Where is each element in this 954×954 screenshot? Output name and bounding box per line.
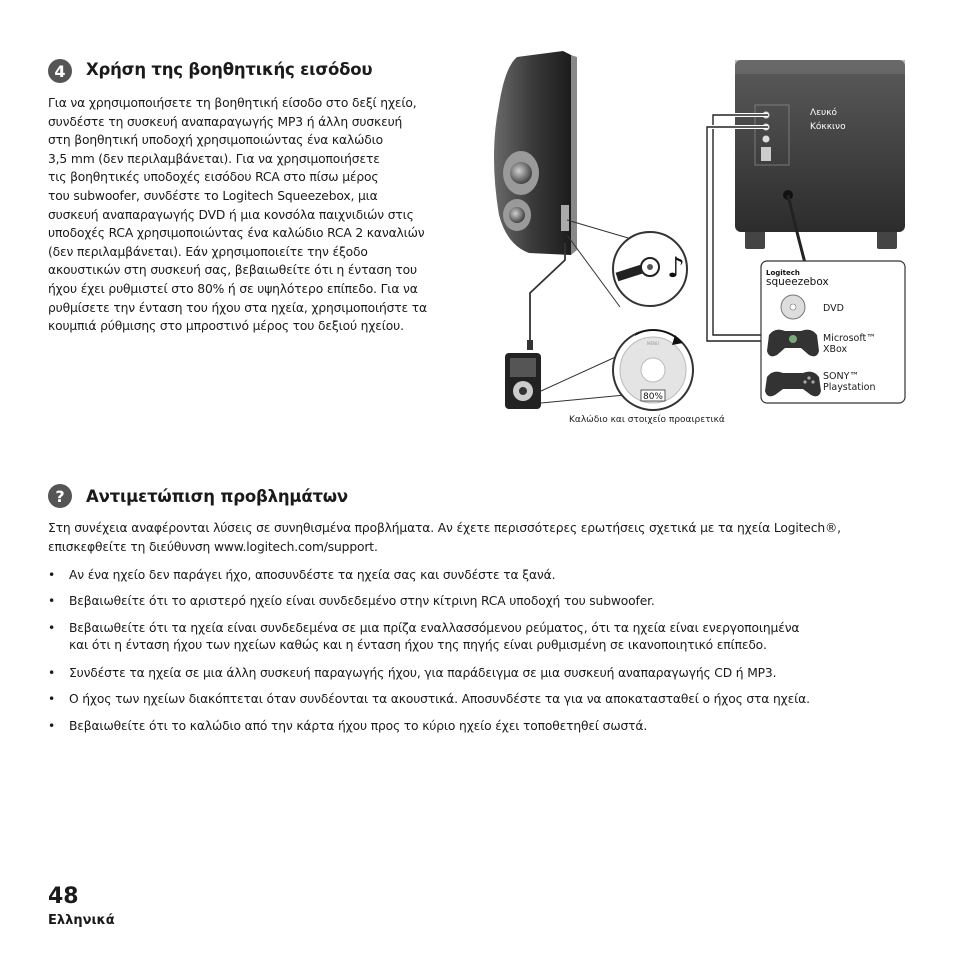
playstation-label-line2: Playstation — [823, 382, 876, 393]
bullet-mark: • — [48, 719, 56, 733]
bullet-mark: • — [48, 568, 56, 582]
aux-line: ήχου έχει ρυθμιστεί στο 80% ή σε υψηλότερο επίπεδο. Για να — [48, 281, 418, 296]
bullet-text: Βεβαιωθείτε ότι το αριστερό ηχείο είναι συνδεδεμένο στην κίτρινη RCA υποδοχή του subwoofer. — [69, 594, 655, 608]
bullet-mark: • — [48, 666, 56, 680]
step-badge: 4 — [48, 59, 72, 83]
section-title-troubleshooting: Αντιμετώπιση προβλημάτων — [86, 487, 348, 506]
logitech-logo: Logitech — [766, 269, 800, 277]
bullet-text: Αν ένα ηχείο δεν παράγει ήχο, αποσυνδέστε τα ηχεία σας και συνδέστε τα ξανά. — [69, 568, 556, 582]
bullet-mark: • — [48, 594, 56, 608]
bullet-text: Βεβαιωθείτε ότι τα ηχεία είναι συνδεδεμένα σε μια πρίζα εναλλασσόμενου ρεύματος, ότι τα ηχεία είναι ενεργοποιημένα — [69, 621, 800, 635]
intro-line: επισκεφθείτε τη διεύθυνση www.logitech.com/support. — [48, 540, 378, 554]
ipod-menu-label: MENU — [647, 341, 659, 346]
bullet-mark: • — [48, 692, 56, 706]
aux-line: του subwoofer, συνδέστε το Logitech Squeezebox, μια — [48, 188, 378, 203]
volume-level-label: 80% — [642, 392, 664, 402]
subwoofer — [735, 60, 905, 249]
aux-line: ακουστικών στη συσκευή σας, βεβαιωθείτε ότι η ένταση του — [48, 263, 417, 278]
bullet-text: και ότι η ένταση ήχου των ηχείων καθώς και η ένταση ήχου της πηγής είναι ρυθμισμένη σε ικανοποιητικό επίπεδο. — [69, 638, 767, 652]
page-number: 48 — [48, 884, 79, 909]
section-title-aux: Χρήση της βοηθητικής εισόδου — [86, 60, 373, 79]
aux-line: (δεν περιλαμβάνεται). Εάν χρησιμοποιείτε την έξοδο — [48, 244, 368, 259]
troubleshooting-intro — [48, 519, 841, 557]
squeezebox-logo: squeezebox — [766, 276, 829, 288]
aux-paragraph — [48, 94, 427, 336]
aux-line: ρυθμίσετε την ένταση του ήχου στα ηχεία, χρησιμοποιήστε τα — [48, 300, 428, 315]
connection-diagram — [485, 45, 915, 445]
aux-line: κουμπιά ρύθμισης στο μπροστινό μέρος του δεξιού ηχείου. — [48, 319, 404, 334]
help-badge: ? — [48, 484, 72, 508]
aux-jack-zoom — [567, 220, 687, 307]
intro-line: Στη συνέχεια αναφέρονται λύσεις σε συνηθισμένα προβλήματα. Αν έχετε περισσότερες ερωτήσεις σχετικά με τα ηχεία Logitech®, — [48, 521, 841, 535]
bullet-text: Βεβαιωθείτε ότι το καλώδιο από την κάρτα ήχου προς το κύριο ηχείο έχει τοποθετηθεί σωστά. — [69, 719, 648, 733]
bullet-mark: • — [48, 621, 56, 635]
xbox-label-line1: Microsoft™ — [823, 333, 876, 344]
xbox-label-line2: XBox — [823, 344, 848, 355]
diagram-caption: Καλώδιο και στοιχείο προαιρετικά — [569, 415, 725, 425]
svg-text:♪: ♪ — [667, 251, 685, 284]
right-speaker — [494, 51, 577, 255]
aux-line: τις βοηθητικές υποδοχές εισόδου RCA στο πίσω μέρος — [48, 170, 379, 185]
bullet-text: Συνδέστε τα ηχεία σε μια άλλη συσκευή παραγωγής ήχου, για παράδειγμα σε μια συσκευή αναπαραγωγής CD ή MP3. — [69, 666, 777, 680]
dvd-label: DVD — [823, 303, 844, 314]
aux-line: συνδέστε τη συσκευή αναπαραγωγής MP3 ή άλλη συσκευή — [48, 114, 403, 129]
rca-white-label: Λευκό — [810, 108, 838, 118]
playstation-label-line1: SONY™ — [823, 371, 859, 382]
mp3-player — [505, 353, 541, 409]
aux-line: Για να χρησιμοποιήσετε τη βοηθητική είσοδο στο δεξί ηχείο, — [48, 96, 417, 110]
aux-line: συσκευή αναπαραγωγής DVD ή μια κονσόλα παιχνιδιών στις — [48, 207, 414, 222]
volume-wheel-zoom — [613, 330, 693, 410]
aux-line: στη βοηθητική υποδοχή χρησιμοποιώντας ένα καλώδιο — [48, 133, 383, 148]
aux-line: 3,5 mm (δεν περιλαμβάνεται). Για να χρησιμοποιήσετε — [48, 151, 380, 166]
rca-red-label: Κόκκινο — [810, 122, 846, 132]
aux-line: υποδοχές RCA χρησιμοποιώντας ένα καλώδιο RCA 2 καναλιών — [48, 226, 425, 241]
bullet-text: Ο ήχος των ηχείων διακόπτεται όταν συνδέονται τα ακουστικά. Αποσυνδέστε τα για να αποκατασταθεί ο ήχος στα ηχεία. — [69, 692, 810, 706]
language-label: Ελληνικά — [48, 913, 115, 928]
